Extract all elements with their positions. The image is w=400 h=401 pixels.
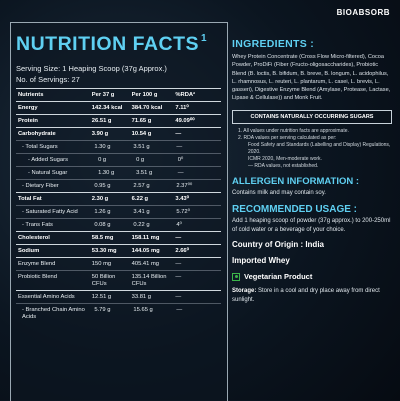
footnote-3: — RDA values, not established. [248,162,319,169]
nutrient-rda: — [175,261,182,267]
table-row [16,166,221,179]
nutrient-name: - Natural Sugar [28,170,68,176]
table-row [16,218,221,231]
nutrient-rda: — [176,307,183,313]
nutrient-per100: 384.70 kcal [131,105,163,111]
nutrient-name: Total Fat [18,196,42,202]
nutrient-rda: 4⁰ [176,222,182,228]
nutrition-title: NUTRITION FACTS $^1$ [16,33,208,55]
header-rda: %RDA² [175,92,196,98]
nutrient-per37: 58.5 mg [91,235,114,241]
table-row [16,231,221,244]
nutrition-table [16,88,221,323]
nutrient-rda: 5.72⁰ [176,209,190,215]
vegetarian-text: Vegetarian Product [244,272,313,282]
nutrient-rda: 2.66⁰ [175,248,189,254]
nutrient-name: Probiotic Blend [18,274,57,280]
footnote-2b: ICMR 2020, Men-moderate work. [248,155,322,162]
table-row [16,303,221,323]
allergen-heading: ALLERGEN INFORMATION : [232,175,360,187]
table-row [16,244,221,257]
nutrient-rda: 49.09⁰⁰ [175,118,195,124]
nutrient-name: Cholesterol [18,235,50,241]
nutrient-name: - Dietary Fiber [22,183,59,189]
nutrient-per100: 3.51 g [133,144,150,150]
nutrient-per37: 3.90 g [91,131,109,137]
nutrient-rda: 3.43⁰ [175,196,189,202]
nutrient-name: Protein [18,118,38,124]
veg-mark-icon [232,273,240,281]
table-row [16,192,221,205]
nutrient-name: Essential Amino Acids [18,294,75,300]
imported-whey: Imported Whey [232,256,290,266]
nutrient-name: - Added Sugars [28,157,68,163]
table-row [16,257,221,270]
ingredients-heading: INGREDIENTS : [232,38,315,50]
nutrient-rda: — [175,131,182,137]
nutrient-name: - Branched Chain Amino Acids [22,307,85,320]
nutrient-per100: 144.05 mg [131,248,160,254]
nutrient-name: Carbohydrate [18,131,56,137]
nutrient-rda: — [175,294,182,300]
serving-size: Serving Size: 1 Heaping Scoop (37g Approx.) [16,64,167,73]
nutrient-per100: 3.51 g [136,170,153,176]
nutrient-name: Energy [18,105,38,111]
header-per100: Per 100 g [131,92,158,98]
nutrient-per100: 158.11 mg [131,235,160,241]
storage-text: Store in a cool and dry place away from direct sunlight. [232,288,380,303]
nutrient-per100: 2.57 g [133,183,150,189]
country-of-origin: Country of Origin : India [232,240,324,250]
table-row [16,114,221,127]
ingredients-text: Whey Protein Concentrate (Cross Flow Micro-filtered), Cocoa Powder, ProDiFi (Fiber (Fructo-oligosaccharides), Probiotic Blend (B. loctis, B. bifidum, B. breve, B. longum, L. acidophilus, L. rhamnosus, L. reuteri, L. plantarum, L. casei, L. brevis, L. gasseri), Digestive Enzyme Blend (Amylase, Protease, Lactase, Lipase & Cellulase)) and Monk Fruit. [232,54,391,102]
table-row [16,205,221,218]
table-row [16,127,221,140]
nutrient-per37: 1.30 g [98,170,115,176]
nutrient-per37: 142.34 kcal [91,105,123,111]
nutrient-rda: — [176,144,183,150]
info-column [232,38,392,304]
allergen-text: Contains milk and may contain soy. [232,189,326,196]
nutrient-per37: 0.95 g [94,183,111,189]
nutrient-rda: 2.37⁰⁰ [176,183,193,189]
table-row [16,140,221,153]
usage-text: Add 1 heaping scoop of powder (37g approx.) to 200-250ml of cold water or a beverage of your choice. [232,218,391,233]
nutrient-per37: 26.51 g [91,118,112,124]
nutrient-name: - Total Sugars [22,144,58,150]
header-per37: Per 37 g [91,92,115,98]
nutrient-per100: 0.22 g [133,222,150,228]
nutrient-per100: 33.81 g [131,294,151,300]
sugars-banner: CONTAINS NATURALLY OCCURRING SUGARS [232,110,392,124]
nutrient-per100: 135.14 Billion CFUs [131,274,167,287]
nutrient-name: Sodium [18,248,40,254]
header-nutrients: Nutrients [18,92,44,98]
nutrient-per100: 6.22 g [131,196,149,202]
usage-heading: RECOMMENDED USAGE : [232,204,358,216]
nutrient-name: - Trans Fats [22,222,53,228]
nutrient-rda: 0⁰ [177,157,184,163]
nutrient-per100: 405.41 mg [131,261,160,267]
nutrition-panel [10,22,228,401]
vegetarian-label [232,272,392,281]
nutrient-rda: — [177,170,184,176]
servings-count: No. of Servings: 27 [16,75,80,84]
nutrient-per100: 0 g [136,157,145,163]
table-row [16,290,221,303]
nutrient-per37: 150 mg [91,261,112,267]
nutrient-per100: 71.65 g [131,118,152,124]
table-row [16,179,221,192]
serving-info [16,63,167,85]
table-row [16,153,221,166]
table-header [16,88,221,101]
brand-logo: BIOABSORB [336,8,390,17]
nutrient-per37: 1.26 g [94,209,111,215]
footnote-2a: Food Safety and Standards (Labelling and Display) Regulations, 2020. [248,141,391,155]
storage-label: Storage: [232,288,257,295]
nutrient-per37: 2.30 g [91,196,109,202]
footnote-1: 1. All values under nutrition facts are approximate. [238,127,349,134]
footnote-2: 2. RDA values per serving calculated as per: [238,134,337,141]
nutrient-per37: 1.30 g [94,144,111,150]
nutrient-rda: — [175,235,182,241]
footnotes [232,128,392,170]
table-row [16,270,221,290]
nutrient-name: Enzyme Blend [18,261,56,267]
nutrient-per100: 10.54 g [131,131,152,137]
nutrient-per37: 0 g [98,157,107,163]
storage-info [232,287,392,304]
nutrient-per37: 50 Billion CFUs [91,274,116,287]
nutrient-per37: 12.51 g [91,294,112,300]
nutrient-per37: 53.30 mg [91,248,117,254]
nutrient-per37: 5.79 g [94,307,111,313]
nutrient-rda: 7.11⁰ [175,105,189,111]
nutrient-per100: 3.41 g [133,209,150,215]
nutrient-per100: 15.65 g [133,307,153,313]
nutrient-name: - Saturated Fatty Acid [22,209,78,215]
table-row [16,101,221,114]
nutrient-rda: — [175,274,182,280]
nutrient-per37: 0.08 g [94,222,111,228]
